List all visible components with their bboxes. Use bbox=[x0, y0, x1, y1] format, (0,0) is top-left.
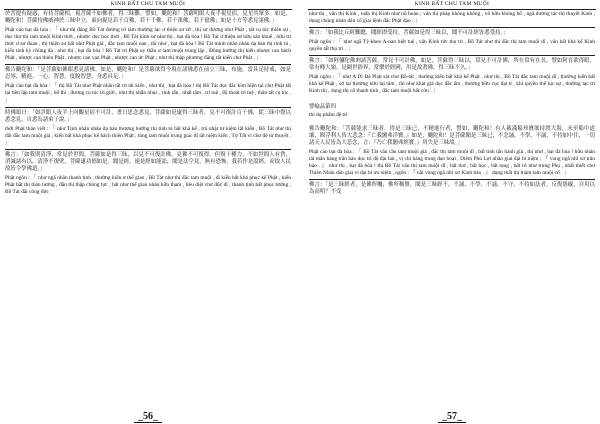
paragraph: thời Phật thán viết : 「 như Tịnh nhãn nhân dạ bán thượng hướng thị tinh tú bất khả kế , trú nhật tư niệm tất kiến , Bồ Tát như thị đãi đắc tam muội giả , kiến bất khả phục kế bách thiên Phật , tùng tam muội trung giác dĩ tất niệm kiến , Tự Tất vi chư đệ tử thuyết . 」 bbox=[5, 125, 291, 146]
paragraph: Phật ngôn : 「 như A Di Đà Phật sát chư Bồ-tát , thường kiến bất khả kế Phật , như thị , Bồ Tát đắc tam muội dĩ , thường kiến bất khả kế Phật , sở tại thường hữu tại tâm , thí như khát giả dục đắc ẩm , thường hữu cục đại tỉ , khí quyền thế tục sự , thường lạc trì Kinh thị , dụng thị cố thanh tịnh , đắc tam muội bất cửu . 」 bbox=[309, 74, 595, 95]
section-separator bbox=[309, 27, 595, 28]
left-page-number: _56_ bbox=[134, 411, 162, 423]
right-page-header: KINH BẤT CHU TAM MUỘI bbox=[308, 0, 596, 10]
chapter-heading: thí dụ phẩm đệ tứ bbox=[309, 111, 347, 118]
paragraph: như thị , văn thị Kinh , tuấn thị Kinh như nổ hoàn ; văn thị pháp không không , vô hữu khủng bố , ngã đương tác thị thuyết Kinh , dụng chúng nhân dân cố giai lệnh đắc Phật đạo . 」 bbox=[309, 11, 595, 25]
left-page bbox=[2, 0, 294, 424]
paragraph: Phật ngôn : 「 như ngã nhãn thanh tịnh , thường kiến ư thế gian , Bồ Tát như thị đắc tam muội , dĩ kiến bất khả phục kế Phật , kiến Phật bất thị thân tướng , đãn thị thập chủng lực , bất như thế gian nhân hữu tham , tiêu diệt chư độc dĩ , thanh tịnh bất phục tướng , Bồ Tát đãi công đức bbox=[5, 174, 291, 196]
paragraph: 佛告颰陀和：「是菩薩如佛眼悉見諸佛。如是，颰陀和！是菩薩欲得今現在諸佛悉在前立三昧，布施，當具足持戒，如是忍辱、精進、一心、智慧，度脫智慧，身悉具足。」 bbox=[5, 67, 291, 81]
paragraph: 於菩提有疑惑，有持菩薩相，視菩薩不如佛者，得三昧難。譬如，颰陀和！菩薩明眼人夜半視星宿，見星其眾多。如是，颰陀和！菩薩持佛威神於三昧中立，東向視見若千百佛，若千千佛，若千萬佛，若千億佛；如是十方等悉見諸佛。」 bbox=[5, 11, 291, 25]
paragraph: 佛言：「如我則清淨，常見於世間，菩薩如是得三昧，以見不可復計佛，見佛不可復得，但復十種力。不如世間人有貪，消滅諸有以，清淨不復壁，菩薩逮功德如是。聞是經，速是經如能訟，聞是法空見，無有恐怖，我若作是說經，而取人民故皆令學佛道。」 bbox=[5, 151, 291, 172]
right-page-number-area bbox=[306, 411, 598, 422]
section-separator bbox=[5, 149, 291, 150]
right-page-body bbox=[306, 10, 598, 196]
left-page-body bbox=[2, 10, 294, 196]
right-page bbox=[306, 0, 598, 424]
paragraph: Phật cáo bạt đà hòa : 「 thị Bồ Tát như Phật nhãn tất trì tất kiến , như thị , bạt đà hòa ! thị Bồ Tát dục đắc kim hiện tại chư Phật tất tại tiền lập tam muội , bố thí , đương cụ túc trì giới , như thị nhẫn nhục , tinh tấn , nhất tâm , trí tuệ , độ thoát trí tuệ , thân tất cụ túc . 」 bbox=[5, 83, 291, 104]
left-page-header: KINH BẤT CHU TAM MUỘI bbox=[4, 0, 292, 10]
chapter-heading: 譬喻品第四 bbox=[309, 104, 336, 111]
paragraph: Phật cáo bạt đà hòa : 「 Bồ Tát văn cầu tam muội giả , đắc thị tam muội dĩ , bất tinh tấn hành giả , thí như , bạt đà hòa ! hữu nhân tái mãn hàng trân bảo dục trì độ đại hải , vị chí hàng trung đạo hoại , Diêm Phù Lợi nhân giai đại bi niệm : 『 vong ngã nhĩ xơ trân bảo . 』 như thị , bạt đà hòa ! thị Bồ Tát văn thị tam muội dĩ , bất thư , bất học , bất tụng , bất trì như trung Phụ , nhất thiết chư Thiên Nhân dân giai vi đại bi ưu niệm , ngôn : 『 nãi vong ngã nhĩ xơ Kinh bảo . 』 dụng thất thị thàm tam muội cố . 」 bbox=[309, 148, 595, 176]
paragraph: 佛告颰陀和：「菩薩能求三昧者，得是三昧已，不精進行者，譬如，颰陀和！有人載滿船珍寶欲持渡大海，未至船中道壞，閻浮利人皆大悲念：『亡我闍弗浮寶。』如是，颰陀和！是菩薩聞是三昧已，不念誦、不學、不誦、不持如中住，一切諸天人民皆為大悲念，言：『乃亡我闍弗經寶。』用失是三昧故。」 bbox=[309, 125, 595, 146]
spacer bbox=[309, 119, 595, 126]
section-separator bbox=[309, 55, 595, 56]
section-separator bbox=[5, 64, 291, 65]
paragraph: 佛言：「如我比丘阿難聰，聞經即受持，菩薩如是得三昧以，聞不可計經皆悉受持。」 bbox=[309, 30, 509, 37]
spacer bbox=[309, 97, 595, 104]
paragraph: Phật cáo bạt đà hòa : 「 như thị đắng Bồ Tát đương trì tâm thường lạc ư thiện sư sở , thị sư đương như Phật , tát cụ túc thiên sự , dục thư thị tam muội Kinh thời , nhược dục học thời , Bồ Tát kính sư như thị , bạt đà hòa ! Bồ Tát ư thiện sư hữu sân khuể , hữu tri thức ư sư đoan , thị thiện sư bất như Phật giả , đắc tam muội nan , thí như , bạt đà hòa ! Bồ Tát minh nhãn nhân dạ bán thị tinh tú , kiến tinh kỳ chúng đa . như thị , bạt đà hòa ! Bồ Tát trì Phật uy thần ư tam muội trung lập , Đông hướng thị kiến nhược can bách Phật , nhược can thiên Phật , nhược can vạn Phật , nhược can ức Phật ; như thị thập phương đẳng tất kiến chư Phật . 」 bbox=[5, 27, 291, 62]
paragraph: 佛言：「如阿彌陀佛剎諸菩薩，常見不可計佛，如是，菩薩得三昧以，常見不可計佛，所在常有在長，譬如阿育欲得眼，常有峰大嶺、見網世俗界，常樂於經國，用是故著佛，得三昧不久。」 bbox=[309, 58, 595, 72]
section-separator bbox=[309, 179, 595, 180]
paragraph: Phật ngôn : 「 như ngã Tỳ-kheo A-nan hiệt tuệ , văn Kinh tức thọ trì , Bồ Tát như thị đắc thị tam muội dĩ , văn bất khả kế Kinh quyền tất thọ trì . 」 bbox=[309, 39, 595, 53]
paragraph: 佛言：「是三昧經者，是佛所囑，佛所稱譽。聞是三昧經不，不誦、不學、不誦、不守、不持如法者，反復愚癡，自用以為高明？不受 bbox=[309, 181, 595, 195]
right-page-number: _57_ bbox=[438, 411, 466, 423]
paragraph: 時佛頌曰：「如評眼人夜半上向觀星宿不可計，晝日思念悉見，菩薩如是逮得三昧者，見不可復計百千佛，從三昧中覺以悉念見，自悉為諸弟子說。」 bbox=[5, 109, 291, 123]
section-separator bbox=[5, 107, 291, 108]
left-page-number-area bbox=[2, 411, 294, 422]
